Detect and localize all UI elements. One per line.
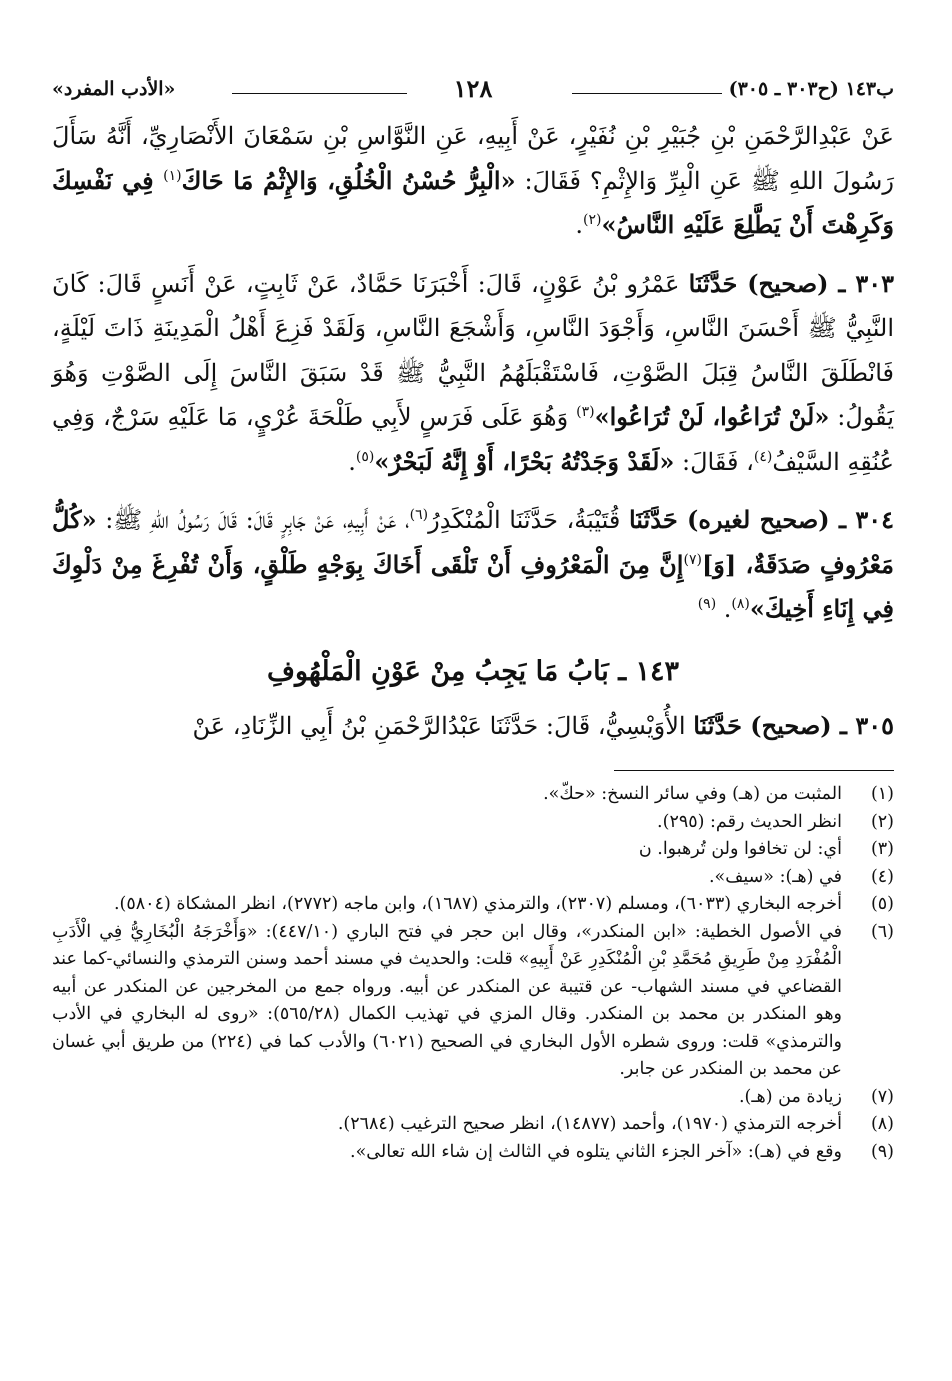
footnote-4 <box>52 864 894 892</box>
footnote-text: انظر الحديث رقم: (٢٩٥). <box>657 811 842 832</box>
hadith-302-continuation <box>52 114 894 248</box>
footnote-text: أخرجه الترمذي (١٩٧٠)، وأحمد (١٤٨٧٧)، انظر صحيح الترغيب (٢٦٨٤). <box>337 1114 842 1134</box>
hadith-303 <box>52 262 894 485</box>
footnote-ref: (٣) <box>576 404 595 420</box>
page-number: ١٢٨ <box>453 74 493 103</box>
hadith-number: ٣٠٥ ـ <box>831 710 894 740</box>
footnote-number: (٥) <box>870 894 894 914</box>
hadith-305 <box>52 704 894 749</box>
hadith-text: ، عَنْ أَبِيهِ، عَنْ جَابِرٍ قَالَ: قَالَ رَسُولُ اللهِ ﷺ: <box>96 506 410 534</box>
footnote-number: (٢) <box>870 811 894 832</box>
footnote-ref: (٧) <box>683 551 702 568</box>
footnote-text: وقع في (هـ): «آخر الجزء الثاني يتلوه في الثالث إن شاء الله تعالى». <box>350 1141 842 1162</box>
hadith-grade: (صحيح لغيره) حَدَّثَنَا <box>628 505 830 534</box>
hadith-text: ، فَقَالَ: <box>674 447 754 476</box>
hadith-text: عَمْرُو بْنُ عَوْنٍ، قَالَ: أَخْبَرَنَا حَمَّادٌ، عَنْ ثَابِتٍ، عَنْ أَنَسٍ قَالَ: كَانَ النَّبِيُّ ﷺ أَحْسَنَ النَّاسِ، وَأَجْوَدَ النَّاسِ، وَأَشْجَعَ النَّاسِ، وَلَقَدْ فَزِعَ أَهْلُ الْمَدِينَةِ ذَاتَ لَيْلَةٍ، فَانْطَلَقَ النَّاسُ قِبَلَ الصَّوْتِ، فَاسْتَقْبَلَهُمُ النَّبِيُّ ﷺ قَدْ سَبَقَ النَّاسَ إِلَى الصَّوْتِ وَهُوَ يَقُولُ: <box>52 269 894 431</box>
footnote-7 <box>52 1084 894 1112</box>
page-header <box>52 74 894 114</box>
footnote-1 <box>52 781 894 809</box>
footnote-ref: (٨) <box>731 596 750 612</box>
footnote-5 <box>52 891 894 919</box>
footnote-separator <box>614 770 894 771</box>
footnote-ref: (١) <box>163 167 182 184</box>
header-section-ref: ب١٤٣ (ح٣٠٣ ـ ٣٠٥) <box>728 78 894 100</box>
footnote-6 <box>52 919 894 1084</box>
footnote-ref: (٢) <box>583 212 602 228</box>
hadith-304 <box>52 498 894 632</box>
punctuation: . <box>575 211 584 239</box>
punctuation: . <box>348 447 356 476</box>
hadith-grade: (صحيح) حَدَّثَنَا <box>693 710 832 740</box>
footnote-3 <box>52 836 894 864</box>
prophetic-quote: «الْبِرُّ حُسْنُ الْخُلُقِ، وَالإِثْمُ مَا حَاكَ <box>181 165 516 195</box>
footnote-number: (٨) <box>870 1114 894 1134</box>
header-rule-left <box>232 93 407 94</box>
footnote-text: زيادة من (هـ). <box>738 1086 842 1107</box>
footnote-text: المثبت من (هـ) وفي سائر النسخ: «حكّ». <box>543 784 842 804</box>
prophetic-quote: «كُلُّ مَعْرُوفٍ صَدَقَةٌ، [وَ] <box>52 505 895 579</box>
hadith-text: وَهُوَ عَلَى فَرَسٍ لأَبِي طَلْحَةَ عُرْيٍ، مَا عَلَيْهِ سَرْجٌ، وَفِي عُنُقِهِ السَّيْفُ <box>52 403 894 476</box>
header-book-title: «الأدب المفرد» <box>52 78 176 100</box>
chapter-title: ١٤٣ ـ بَابُ مَا يَجِبُ مِنْ عَوْنِ الْمَلْهُوفِ <box>266 655 680 687</box>
prophetic-quote: «لَنْ تُرَاعُوا، لَنْ تُرَاعُوا» <box>594 402 830 431</box>
prophetic-quote: إِنَّ مِنَ الْمَعْرُوفِ أَنْ تَلْقَى أَخَاكَ بِوَجْهٍ طَلْقٍ، وَأَنْ تُفْرِغَ مِنْ دَلْوِكَ فِي إِنَاءِ أَخِيكَ» <box>52 549 894 623</box>
prophetic-quote: «لَقَدْ وَجَدْتُهُ بَحْرًا، أَوْ إِنَّهُ لَبَحْرٌ» <box>374 446 675 476</box>
footnote-text: في (هـ): «سيف». <box>708 866 842 887</box>
footnote-number: (٩) <box>870 1141 894 1162</box>
hadith-number: ٣٠٤ ـ <box>829 505 894 534</box>
footnote-8 <box>52 1111 894 1139</box>
footnote-9 <box>52 1139 894 1167</box>
hadith-grade: (صحيح) حَدَّثَنَا <box>688 268 829 298</box>
prophetic-quote: فِي نَفْسِكَ وَكَرِهْتَ أَنْ يَطَّلِعَ عَلَيْهِ النَّاسُ» <box>52 165 894 239</box>
book-page <box>52 74 895 1166</box>
footnotes <box>52 781 894 1166</box>
footnote-2 <box>52 809 894 837</box>
punctuation: . <box>716 595 732 623</box>
footnote-ref: (٩) <box>697 596 717 612</box>
footnote-number: (١) <box>870 784 894 804</box>
hadith-text: الأُوَيْسِيُّ، قَالَ: حَدَّثَنَا عَبْدُالرَّحْمَنِ بْنُ أَبِي الزِّنَادِ، عَنْ <box>192 711 694 740</box>
header-rule-right <box>572 93 722 94</box>
chain-text: عَنْ عَبْدِالرَّحْمَنِ بْنِ جُبَيْرِ بْنِ نُفَيْرٍ، عَنْ أَبِيهِ، عَنِ النَّوَّاسِ بْنِ سَمْعَانَ الأَنْصَارِيِّ، أَنَّهُ سَأَلَ رَسُولَ اللهِ ﷺ عَنِ الْبِرِّ وَالإِثْمِ؟ فَقَالَ: <box>52 122 894 195</box>
footnote-ref: (٤) <box>753 448 773 465</box>
hadith-number: ٣٠٣ ـ <box>828 268 895 298</box>
footnote-text: أخرجه البخاري (٦٠٣٣)، ومسلم (٢٣٠٧)، والترمذي (١٦٨٧)، وابن ماجه (٢٧٧٢)، انظر المشكاة (٥٨٠٤). <box>113 894 842 914</box>
footnote-number: (٦) <box>870 921 894 942</box>
footnote-ref: (٥) <box>355 448 375 465</box>
footnote-number: (٤) <box>870 866 894 887</box>
hadith-text: قُتَيْبَةُ، حَدَّثَنَا الْمُنْكَدِرُ <box>428 506 629 534</box>
footnote-number: (٣) <box>870 839 894 859</box>
footnote-ref: (٦) <box>409 507 429 523</box>
footnote-text: في الأصول الخطية: «ابن المنكدر»، وقال ابن حجر في فتح الباري (٤٤٧/١٠): «وَأَخْرَجَهُ الْبُخَارِيُّ فِي الْأَدَبِ الْمُفْرَدِ مِنْ طَرِيقِ مُحَمَّدِ بْنِ الْمُنْكَدِرِ عَنْ أَبِيهِ» قلت: والحديث في مسند أحمد وسنن الترمذي والنسائي-كما عند القضاعي في مسند الشهاب- عن قتيبة عن المنكدر عن أبيه. ورواه جمع من المخرجين عن المنكدر عن أبيه وهو المنكدر بن محمد بن المنكدر. وقال المزي في تهذيب الكمال (٥٦٥/٢٨): «روى له البخاري في الأدب والترمذي» قلت: وروى شطره الأول البخاري في الصحيح (٦٠٢١) والأدب كما في (٢٢٤) من طريق أبي غسان عن محمد بن المنكدر عن جابر. <box>52 921 843 1079</box>
footnote-number: (٧) <box>870 1086 894 1107</box>
footnote-text: أي: لن تخافوا ولن تُرهبوا. ن <box>638 839 842 859</box>
main-text <box>52 114 894 748</box>
